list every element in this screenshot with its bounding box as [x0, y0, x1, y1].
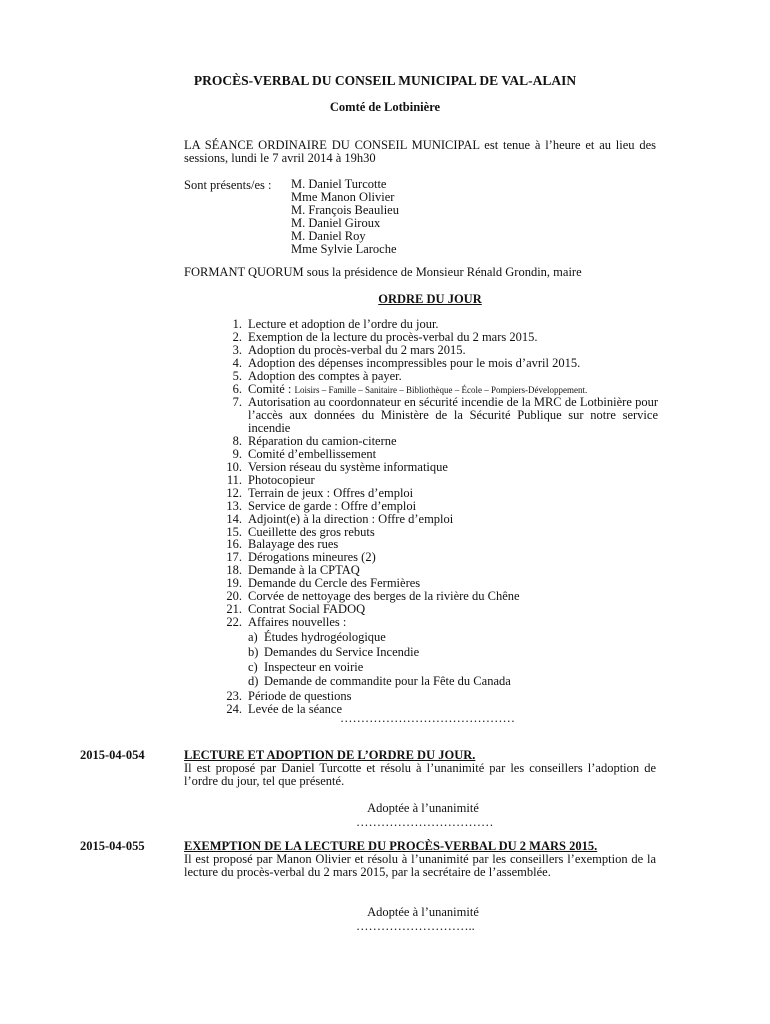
resolution-number: 2015-04-055 — [80, 839, 145, 853]
agenda-item-number: 15. — [226, 524, 242, 539]
agenda-item-text: Adjoint(e) à la direction : Offre d’emploi — [248, 511, 454, 526]
agenda-item-text: Comité : — [248, 381, 295, 396]
agenda-item-number: 4. — [232, 355, 242, 370]
agenda-list — [224, 318, 658, 716]
agenda-item-number: 19. — [226, 576, 242, 591]
present-member: Mme Manon Olivier — [291, 190, 395, 204]
agenda-item-number: 1. — [232, 317, 242, 331]
agenda-item-text: Période de questions — [248, 689, 352, 704]
resolution-title: EXEMPTION DE LA LECTURE DU PROCÈS-VERBAL DU 2 MARS 2015. — [184, 839, 598, 853]
agenda-item-text: Adoption des comptes à payer. — [248, 368, 402, 383]
agenda-item-text: Comité d’embellissement — [248, 447, 377, 462]
resolution-adopted: Adoptée à l’unanimité — [367, 905, 479, 919]
committee-list: Loisirs – Famille – Sanitaire – Bibliothèque – École – Pompiers-Développement. — [294, 384, 588, 395]
agenda-item-text: Balayage des rues — [248, 537, 339, 552]
agenda-item-number: 3. — [232, 342, 242, 357]
new-business-item — [224, 675, 658, 688]
quorum-statement: FORMANT QUORUM sous la présidence de Monsieur Rénald Grondin, maire — [184, 265, 582, 279]
agenda-item-text: Lecture et adoption de l’ordre du jour. — [248, 317, 439, 331]
agenda-item-number: 13. — [226, 498, 242, 513]
agenda-item-text: Service de garde : Offre d’emploi — [248, 498, 417, 513]
agenda-item-text: Levée de la séance — [248, 702, 343, 717]
document-title: PROCÈS-VERBAL DU CONSEIL MUNICIPAL DE VAL-ALAIN — [193, 73, 577, 88]
agenda-item-number: 20. — [226, 589, 242, 604]
agenda-item-number: 21. — [226, 601, 242, 616]
agenda-item-text: Contrat Social FADOQ — [248, 601, 366, 616]
agenda-item-text: Autorisation au coordonnateur en sécurité incendie de la MRC de Lotbinière pour l’accès aux données du Ministère de la Sécurité Publique sur notre service incendie — [248, 395, 658, 436]
new-business-item — [224, 631, 658, 644]
agenda-item-text: Adoption du procès-verbal du 2 mars 2015. — [248, 342, 466, 357]
agenda-item-text: Cueillette des gros rebuts — [248, 524, 375, 539]
agenda-item-text: Réparation du camion-citerne — [248, 434, 397, 449]
present-label: Sont présents/es : — [184, 178, 272, 192]
resolution-number: 2015-04-054 — [80, 748, 145, 762]
document-subtitle: Comté de Lotbinière — [329, 100, 441, 114]
resolution-separator-dots: ……………………….. — [356, 919, 475, 933]
agenda-separator-dots: …………………………………… — [340, 711, 515, 725]
agenda-item-number: 6. — [232, 381, 242, 396]
agenda-item-text: Dérogations mineures (2) — [248, 550, 376, 565]
agenda-item-text: Demande du Cercle des Fermières — [248, 576, 421, 591]
agenda-item-number: 14. — [226, 511, 242, 526]
agenda-item — [224, 616, 658, 629]
agenda-item-number: 12. — [226, 485, 242, 500]
present-list — [291, 178, 399, 256]
agenda-item-number: 17. — [226, 550, 242, 565]
new-business-text: Demandes du Service Incendie — [264, 644, 420, 659]
agenda-item-number: 9. — [232, 447, 242, 462]
new-business-letter: b) — [248, 644, 259, 659]
agenda-item-number: 2. — [232, 329, 242, 344]
agenda-item-number: 22. — [226, 614, 242, 629]
new-business-item — [224, 646, 658, 659]
new-business-letter: a) — [248, 629, 258, 644]
new-business-letter: c) — [248, 659, 258, 674]
agenda-item — [224, 396, 658, 435]
agenda-item-text: Exemption de la lecture du procès-verbal du 2 mars 2015. — [248, 329, 538, 344]
new-business-text: Études hydrogéologique — [264, 629, 386, 644]
agenda-item-number: 7. — [232, 395, 242, 410]
agenda-item-text: Corvée de nettoyage des berges de la rivière du Chêne — [248, 589, 520, 604]
agenda-item-number: 10. — [226, 459, 242, 474]
present-member: Mme Sylvie Laroche — [291, 242, 397, 256]
resolution-separator-dots: …………………………… — [356, 815, 494, 829]
agenda-item-text: Affaires nouvelles : — [248, 614, 347, 629]
resolution-adopted: Adoptée à l’unanimité — [367, 801, 479, 815]
agenda-item-number: 24. — [226, 702, 242, 717]
present-member: M. Daniel Turcotte — [291, 177, 387, 191]
agenda-item-number: 16. — [226, 537, 242, 552]
present-member: M. Daniel Roy — [291, 229, 366, 243]
resolution-body: Il est proposé par Daniel Turcotte et résolu à l’unanimité par les conseillers l’adoption de l’ordre du jour, tel que présenté. — [184, 761, 656, 788]
agenda-item-number: 8. — [232, 434, 242, 449]
agenda-item-text: Version réseau du système informatique — [248, 459, 448, 474]
agenda-item-number: 11. — [226, 472, 242, 487]
resolution-body: Il est proposé par Manon Olivier et résolu à l’unanimité par les conseillers l’exemption de la lecture du procès-verbal du 2 mars 2015, par la secrétaire de l’assemblée. — [184, 852, 656, 879]
agenda-item-text: Adoption des dépenses incompressibles pour le mois d’avril 2015. — [248, 355, 581, 370]
new-business-text: Inspecteur en voirie — [264, 659, 364, 674]
present-member: M. Daniel Giroux — [291, 216, 381, 230]
agenda-item-text: Terrain de jeux : Offres d’emploi — [248, 485, 414, 500]
agenda-item-number: 23. — [226, 689, 242, 704]
agenda-item-text: Photocopieur — [248, 472, 315, 487]
agenda-item — [224, 383, 658, 397]
agenda-item-text: Demande à la CPTAQ — [248, 563, 360, 578]
new-business-text: Demande de commandite pour la Fête du Canada — [264, 674, 511, 689]
agenda-item-number: 18. — [226, 563, 242, 578]
new-business-item — [224, 661, 658, 674]
present-member: M. François Beaulieu — [291, 203, 399, 217]
agenda-item-number: 5. — [232, 368, 242, 383]
resolution-title: LECTURE ET ADOPTION DE L’ORDRE DU JOUR. — [184, 748, 476, 762]
agenda-heading: ORDRE DU JOUR — [378, 292, 482, 306]
new-business-letter: d) — [248, 674, 259, 689]
session-intro: LA SÉANCE ORDINAIRE DU CONSEIL MUNICIPAL est tenue à l’heure et au lieu des sessions, lundi le 7 avril 2014 à 19h30 — [184, 138, 656, 165]
